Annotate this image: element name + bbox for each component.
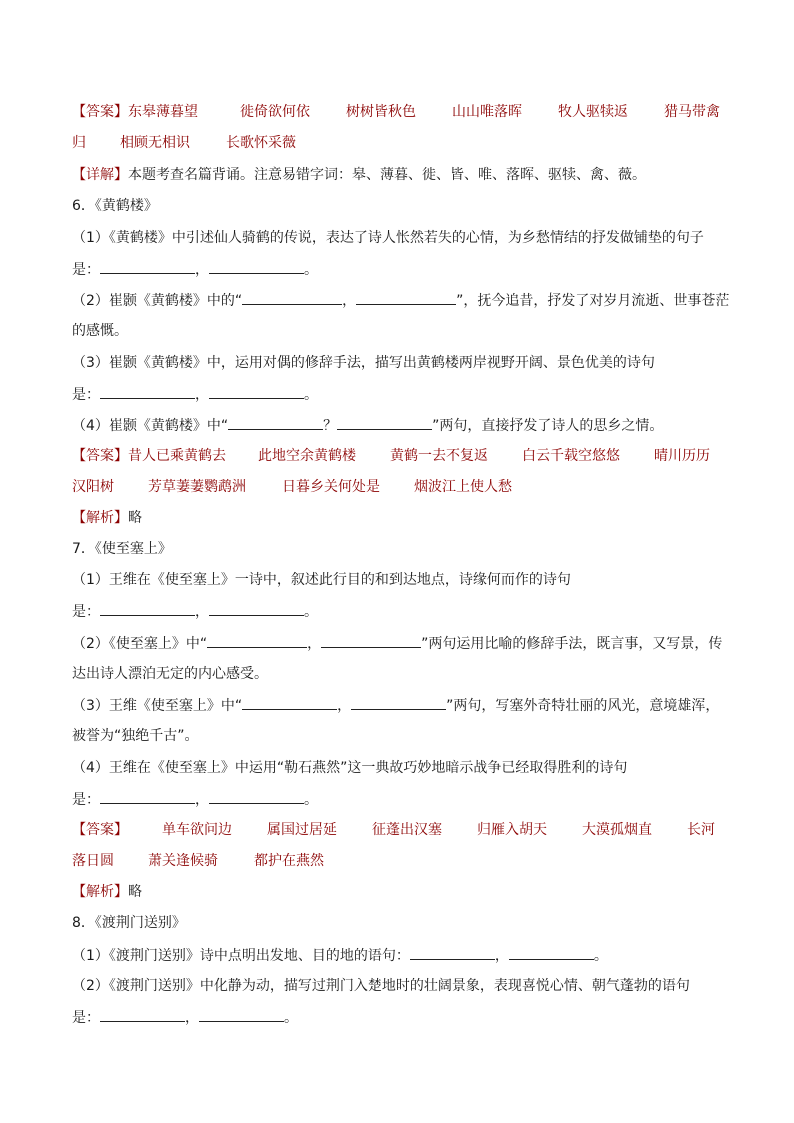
answer-tag: 【答案】	[72, 822, 128, 838]
punct: ，	[195, 387, 209, 403]
answer-blank[interactable]	[100, 259, 195, 274]
punct: ，	[307, 636, 322, 652]
answer-blank[interactable]	[199, 1007, 284, 1022]
question-text: ”两句运用比喻的修辞手法，既言事，又写景，传	[421, 636, 723, 652]
answer-blank[interactable]	[209, 384, 304, 399]
answer-item: 归雁入胡天	[477, 822, 547, 838]
answer-blank[interactable]	[100, 601, 195, 616]
analysis-text: 略	[128, 510, 142, 526]
punct: ，	[337, 698, 352, 714]
answer-item: 猎马带禽	[664, 104, 720, 120]
s8-heading: 8．《渡荆门送别》	[72, 915, 186, 931]
s7-q1-blanks	[72, 601, 732, 622]
s8-q2-blanks	[72, 1007, 732, 1028]
answer-item: 芳草萋萋鹦鹉洲	[148, 479, 246, 495]
answer-item: 单车欲问边	[162, 822, 232, 838]
s7-q1-text: （1）王维在《使至塞上》一诗中，叙述此行目的和到达地点，诗缘何而作的诗句	[72, 572, 571, 588]
s7-answer-line-1	[72, 820, 732, 840]
s7-answer-line-2	[72, 851, 732, 871]
prefix-text: 是：	[72, 1010, 100, 1026]
prefix-text: 是：	[72, 604, 100, 620]
answer-blank[interactable]	[100, 384, 195, 399]
s6-q1-blanks	[72, 259, 732, 280]
answer-blank[interactable]	[337, 415, 432, 430]
answer-item: 征蓬出汉塞	[372, 822, 442, 838]
answer-item: 长歌怀采薇	[226, 135, 296, 151]
s7-q4-blanks	[72, 789, 732, 810]
answer-item: 长河	[687, 822, 715, 838]
punct: ，	[342, 293, 357, 309]
s6-q4	[72, 415, 732, 436]
answer-item: 落日圆	[72, 853, 114, 869]
analysis-tag: 【解析】	[72, 510, 128, 526]
s8-q1	[72, 945, 732, 966]
s7-q3	[72, 695, 732, 716]
s6-answer-line-1	[72, 446, 732, 466]
punct: 。	[304, 604, 318, 620]
answer-blank[interactable]	[410, 945, 495, 960]
answer-blank[interactable]	[321, 633, 421, 648]
s5-answer-line-2	[72, 133, 732, 153]
s7-q2	[72, 633, 732, 654]
punct: 。	[284, 1010, 298, 1026]
s6-q1-text: （1）《黄鹤楼》中引述仙人骑鹤的传说，表达了诗人怅然若失的心情，为乡愁情结的抒发做铺垫的句子	[72, 230, 704, 246]
punct: 。	[304, 792, 318, 808]
answer-blank[interactable]	[242, 290, 342, 305]
s7-q3-cont: 被誉为“独绝千古”。	[72, 728, 199, 744]
answer-item: 晴川历历	[654, 448, 710, 464]
answer-blank[interactable]	[100, 1007, 185, 1022]
answer-item: 归	[72, 135, 86, 151]
answer-item: 此地空余黄鹤楼	[258, 448, 356, 464]
answer-item: 徙倚欲何依	[240, 104, 310, 120]
answer-item: 东皋薄暮望	[128, 104, 198, 120]
question-text: （1）《渡荆门送别》诗中点明出发地、目的地的语句：	[72, 948, 410, 964]
analysis-text: 略	[128, 884, 142, 900]
answer-item: 都护在燕然	[254, 853, 324, 869]
punct: ，	[185, 1010, 199, 1026]
answer-tag: 【答案】	[72, 104, 128, 120]
answer-tag: 【答案】	[72, 448, 128, 464]
punct: 。	[593, 948, 608, 964]
question-text: （4）崔颢《黄鹤楼》中“	[72, 418, 229, 434]
answer-item: 烟波江上使人愁	[414, 479, 512, 495]
answer-item: 大漠孤烟直	[582, 822, 652, 838]
answer-blank[interactable]	[207, 633, 307, 648]
detail-text: 本题考查名篇背诵。注意易错字词：皋、薄暮、徙、皆、唯、落晖、驱犊、禽、薇。	[128, 167, 646, 183]
answer-item: 牧人驱犊返	[558, 104, 628, 120]
prefix-text: 是：	[72, 262, 100, 278]
prefix-text: 是：	[72, 387, 100, 403]
answer-item: 树树皆秋色	[346, 104, 416, 120]
question-text: （2）崔颢《黄鹤楼》中的“	[72, 293, 243, 309]
s6-q2-cont: 的感慨。	[72, 323, 128, 339]
s6-heading: 6．《黄鹤楼》	[72, 198, 158, 214]
answer-item: 白云千载空悠悠	[522, 448, 620, 464]
answer-item: 汉阳树	[72, 479, 114, 495]
answer-blank[interactable]	[209, 789, 304, 804]
s5-detail	[72, 165, 732, 185]
answer-item: 黄鹤一去不复返	[390, 448, 488, 464]
s6-analysis	[72, 508, 732, 528]
question-text: ”，抚今追昔，抒发了对岁月流逝、世事苍茫	[456, 293, 730, 309]
answer-item: 属国过居延	[267, 822, 337, 838]
s6-q2	[72, 290, 732, 311]
answer-blank[interactable]	[209, 259, 304, 274]
punct: ？	[323, 418, 338, 434]
punct: ，	[195, 604, 209, 620]
answer-item: 萧关逢候骑	[148, 853, 218, 869]
s7-q2-cont: 达出诗人漂泊无定的内心感受。	[72, 666, 268, 682]
answer-blank[interactable]	[242, 695, 337, 710]
question-text: ”两句，写塞外奇特壮丽的风光，意境雄浑，	[446, 698, 720, 714]
answer-item: 昔人已乘黄鹤去	[128, 448, 226, 464]
analysis-tag: 【解析】	[72, 884, 128, 900]
s6-q3-blanks	[72, 384, 732, 405]
answer-blank[interactable]	[209, 601, 304, 616]
punct: ，	[195, 262, 209, 278]
punct: 。	[304, 387, 318, 403]
punct: ，	[494, 948, 509, 964]
s6-q3-text: （3）崔颢《黄鹤楼》中，运用对偶的修辞手法，描写出黄鹤楼两岸视野开阔、景色优美的诗句	[72, 355, 655, 371]
answer-blank[interactable]	[100, 789, 195, 804]
answer-blank[interactable]	[351, 695, 446, 710]
question-text: ”两句，直接抒发了诗人的思乡之情。	[432, 418, 664, 434]
answer-blank[interactable]	[509, 945, 594, 960]
s7-analysis	[72, 882, 732, 902]
answer-blank[interactable]	[228, 415, 323, 430]
s5-answer-line-1	[72, 102, 732, 122]
question-text: （2）《使至塞上》中“	[72, 636, 208, 652]
answer-item: 日暮乡关何处是	[282, 479, 380, 495]
s7-q4-text: （4）王维在《使至塞上》中运用“勒石燕然”这一典故巧妙地暗示战争已经取得胜利的诗句	[72, 760, 628, 776]
answer-item: 相顾无相识	[120, 135, 190, 151]
punct: 。	[304, 262, 318, 278]
prefix-text: 是：	[72, 792, 100, 808]
s6-answer-line-2	[72, 477, 732, 497]
answer-blank[interactable]	[356, 290, 456, 305]
punct: ，	[195, 792, 209, 808]
detail-tag: 【详解】	[72, 167, 128, 183]
question-text: （3）王维《使至塞上》中“	[72, 698, 243, 714]
s7-heading: 7．《使至塞上》	[72, 541, 172, 557]
s8-q2-text: （2）《渡荆门送别》中化静为动，描写过荆门入楚地时的壮阔景象，表现喜悦心情、朝气蓬勃的语句	[72, 978, 690, 994]
answer-item: 山山唯落晖	[452, 104, 522, 120]
